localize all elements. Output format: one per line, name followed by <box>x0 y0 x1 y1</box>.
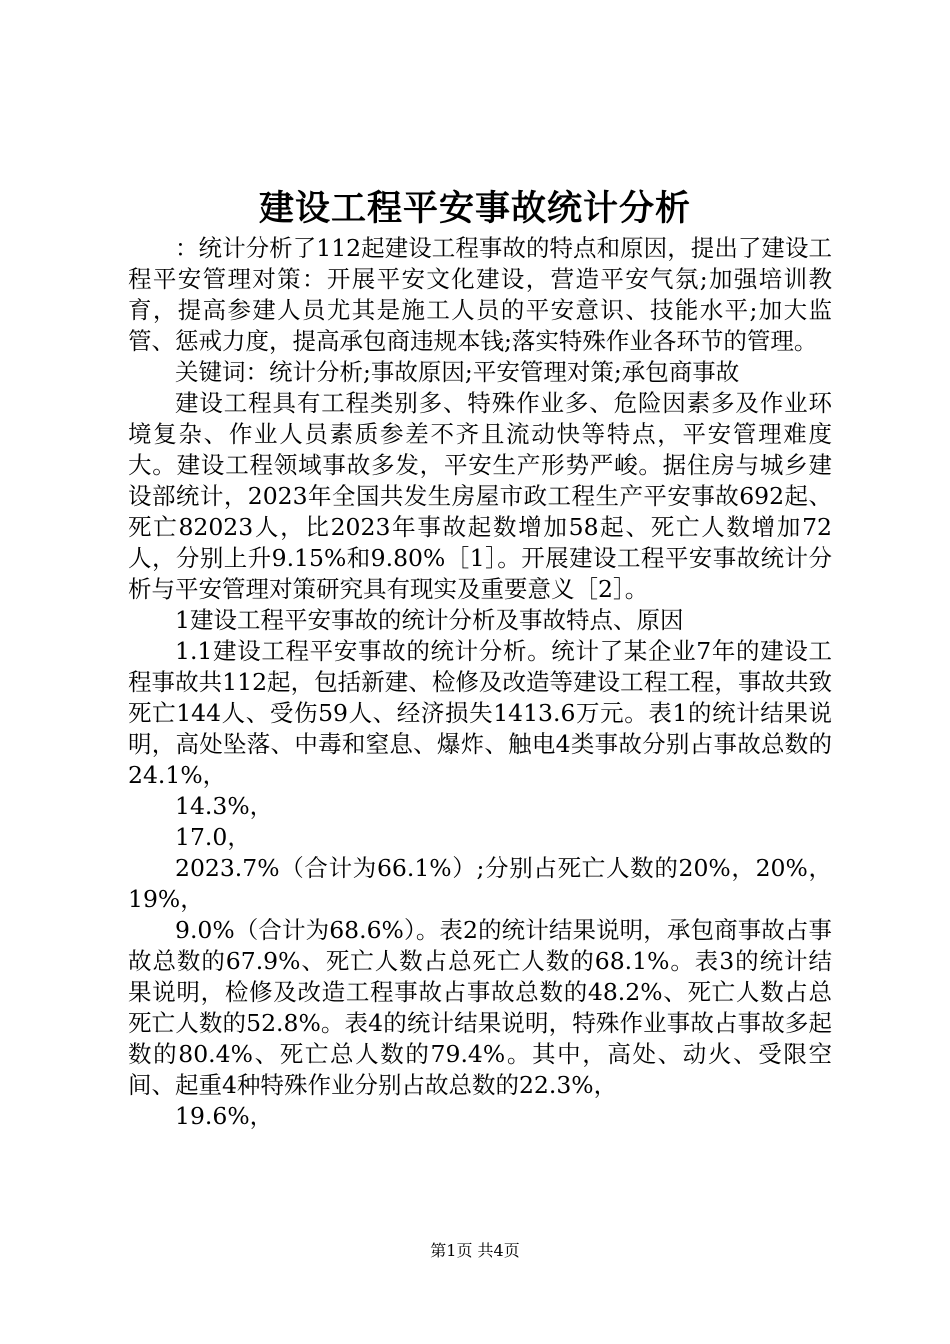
fragment-line: 19.6%， <box>175 1102 274 1130</box>
abstract-paragraph: ：统计分析了112起建设工程事故的特点和原因，提出了建设工程平安管理对策：开展平安文化建设，营造平安气氛;加强培训教育，提高参建人员尤其是施工人员的平安意识、技能水平;加大监管、惩戒力度，提高承包商违规本钱;落实特殊作业各环节的管理。 <box>128 234 832 355</box>
page-footer: 第1页 共4页 <box>430 1241 520 1260</box>
fragment-line: 14.3%， <box>175 792 274 820</box>
section-heading: 1建设工程平安事故的统计分析及事故特点、原因 <box>175 606 684 634</box>
keywords-paragraph: 关键词：统计分析;事故原因;平安管理对策;承包商事故 <box>175 358 740 386</box>
intro-paragraph: 建设工程具有工程类别多、特殊作业多、危险因素多及作业环境复杂、作业人员素质参差不齐且流动快等特点，平安管理难度大。建设工程领域事故多发，平安生产形势严峻。据住房与城乡建设部统计，2023年全国共发生房屋市政工程生产平安事故692起、死亡82023人，比2023年事故起数增加58起、死亡人数增加72人，分别上升9.15%和9.80%［1］。开展建设工程平安事故统计分析与平安管理对策研究具有现实及重要意义［2］。 <box>128 389 832 603</box>
subsection-paragraph: 1.1建设工程平安事故的统计分析。统计了某企业7年的建设工程事故共112起，包括新建、检修及改造等建设工程工程，事故共致死亡144人、受伤59人、经济损失1413.6万元。表1的统计结果说明，高处坠落、中毒和窒息、爆炸、触电4类事故分别占事故总数的24.1%， <box>128 637 832 789</box>
stat-paragraph: 2023.7%（合计为66.1%）;分别占死亡人数的20%，20%，19%， <box>128 854 832 913</box>
table-results-paragraph: 9.0%（合计为68.6%）。表2的统计结果说明，承包商事故占事故总数的67.9%、死亡人数占总死亡人数的68.1%。表3的统计结果说明，检修及改造工程事故占事故总数的48.2%、死亡人数占总死亡人数的52.8%。表4的统计结果说明，特殊作业事故占事故多起数的80.4%、死亡总人数的79.4%。其中，高处、动火、受限空间、起重4种特殊作业分别占故总数的22.3%， <box>128 916 832 1099</box>
fragment-line: 17.0， <box>175 823 251 851</box>
document-body <box>128 233 832 1132</box>
document-title: 建设工程平安事故统计分析 <box>258 188 691 229</box>
